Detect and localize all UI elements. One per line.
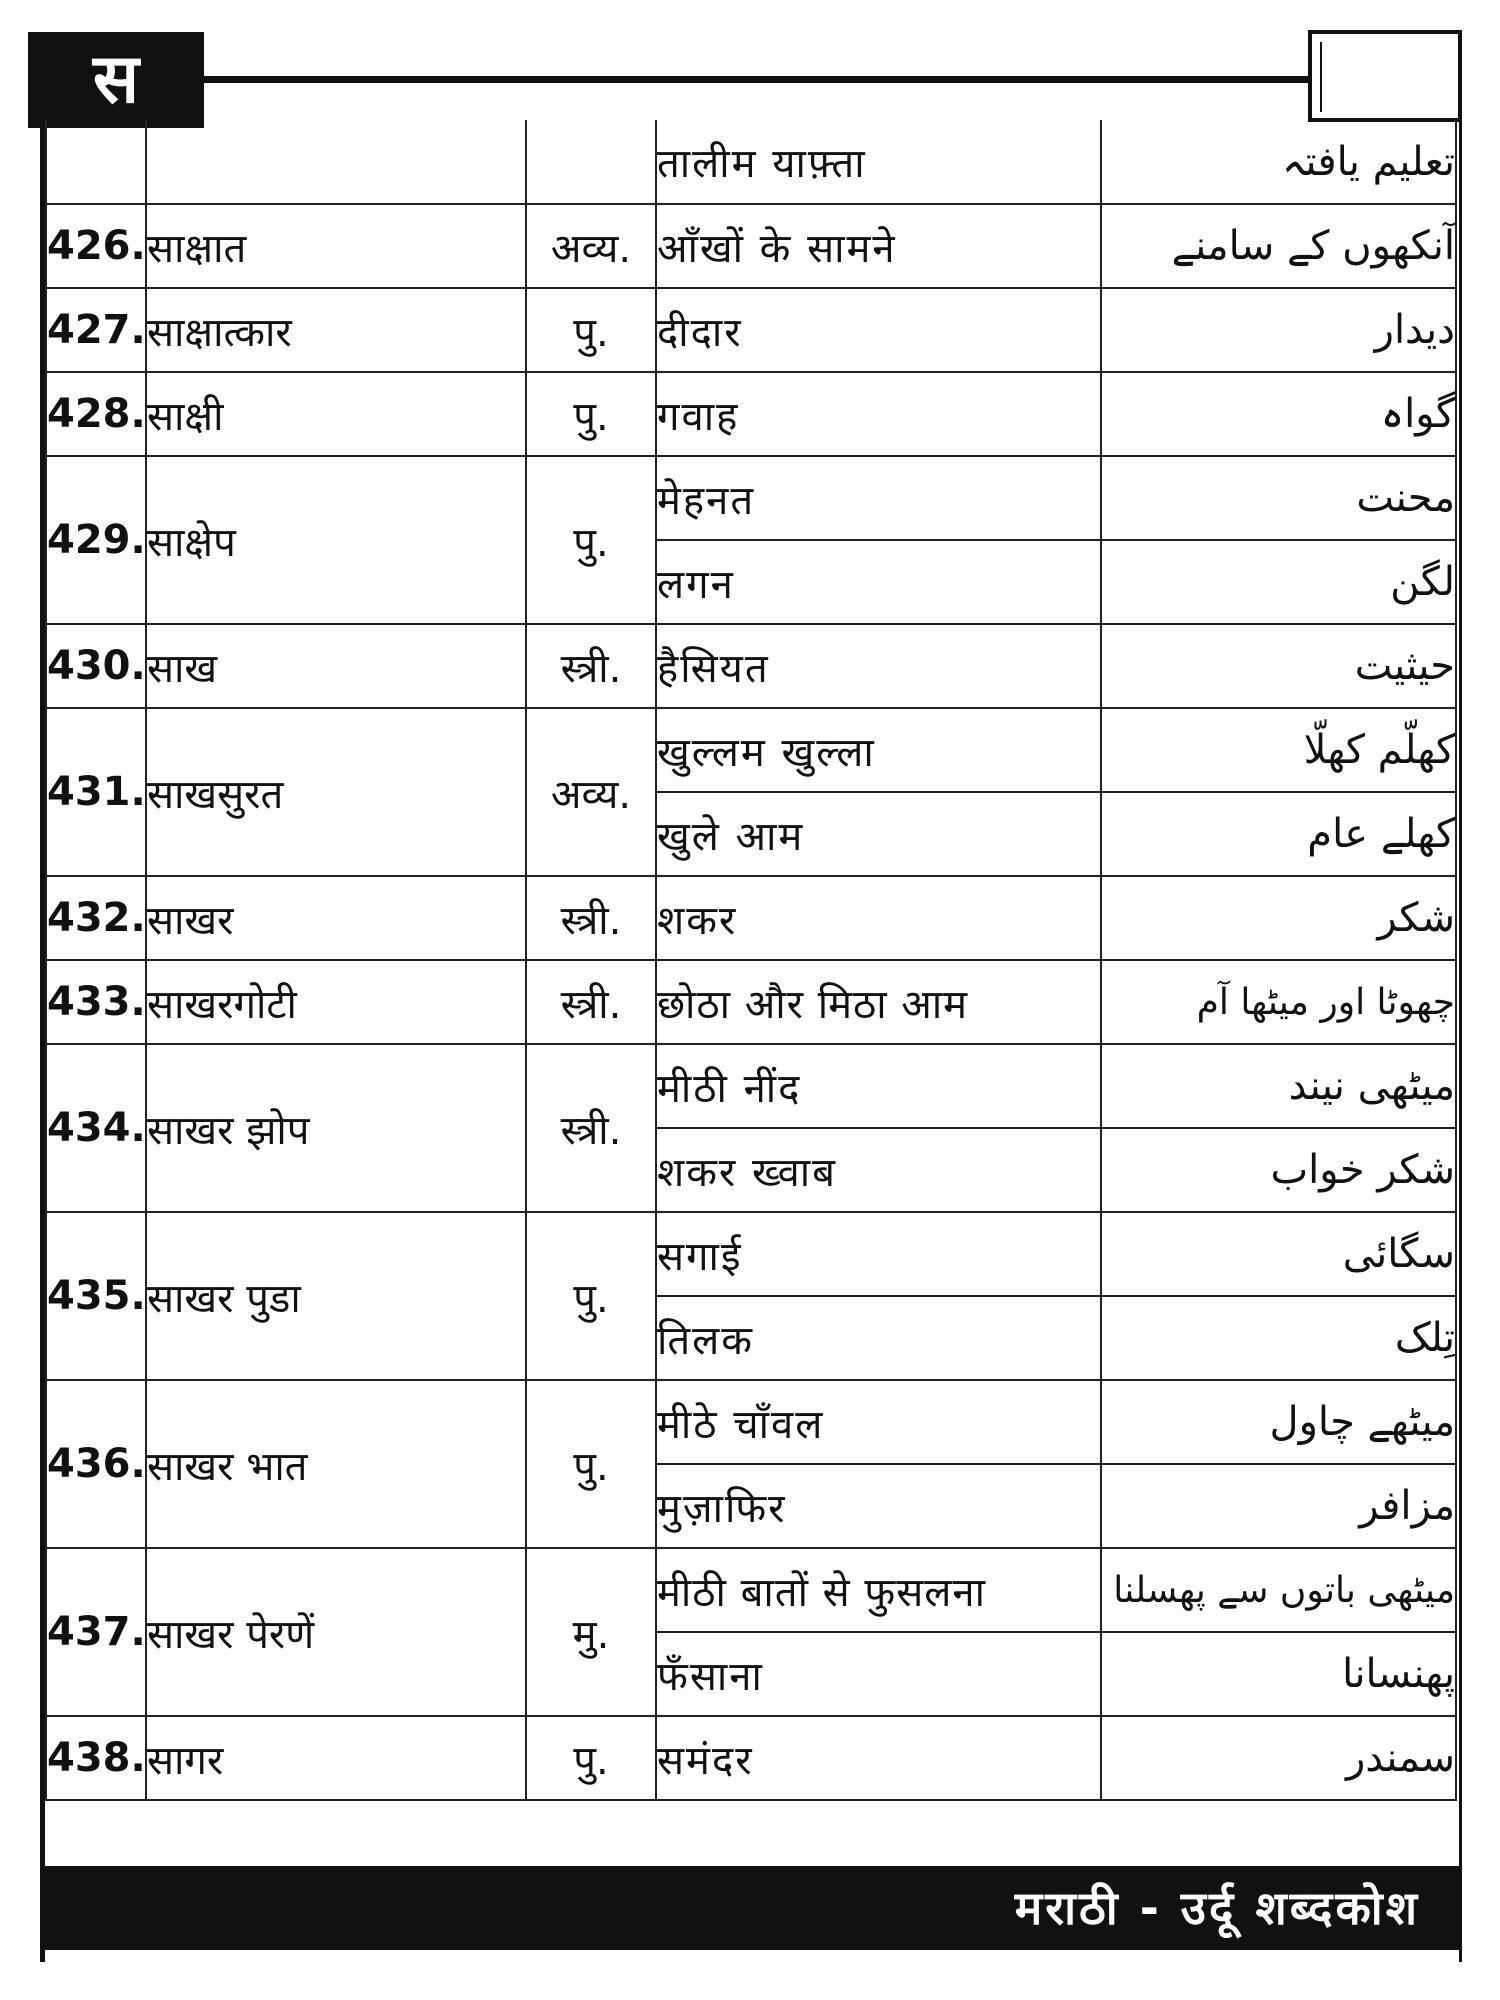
headword: सागर [146, 1716, 526, 1800]
entry-number: 430. [46, 624, 146, 708]
hindi-meaning: हैसियत [656, 624, 1101, 708]
entry-number: 431. [46, 708, 146, 876]
grammar-tag: पु. [526, 372, 656, 456]
urdu-meaning: میٹھی باتوں سے پھسلنا [1101, 1548, 1456, 1632]
urdu-meaning: پھنسانا [1101, 1632, 1456, 1716]
grammar-tag: स्त्री. [526, 960, 656, 1044]
table-row [46, 624, 1456, 708]
headword: साखरगोटी [146, 960, 526, 1044]
headword: साक्षेप [146, 456, 526, 624]
headword: साखर झोप [146, 1044, 526, 1212]
entry-number: 427. [46, 288, 146, 372]
hindi-meaning: शकर ख्वाब [656, 1128, 1101, 1212]
hindi-meaning: मीठे चाँवल [656, 1380, 1101, 1464]
hindi-meaning: तालीम याफ़्ता [656, 120, 1101, 204]
table-row [46, 1716, 1456, 1800]
hindi-meaning: खुल्लम खुल्ला [656, 708, 1101, 792]
headword: साख [146, 624, 526, 708]
urdu-meaning: مزافر [1101, 1464, 1456, 1548]
urdu-meaning: شکر خواب [1101, 1128, 1456, 1212]
headword: साखसुरत [146, 708, 526, 876]
urdu-meaning: لگن [1101, 540, 1456, 624]
urdu-meaning: سمندر [1101, 1716, 1456, 1800]
page-number-box [1308, 30, 1462, 122]
headword [146, 120, 526, 204]
headword: साखर पेरणें [146, 1548, 526, 1716]
entry-number: 429. [46, 456, 146, 624]
hindi-meaning: खुले आम [656, 792, 1101, 876]
table-row [46, 1380, 1456, 1464]
urdu-meaning: تِلک [1101, 1296, 1456, 1380]
table-row [46, 204, 1456, 288]
table-row [46, 1212, 1456, 1296]
urdu-meaning: شکر [1101, 876, 1456, 960]
urdu-meaning: میٹھے چاول [1101, 1380, 1456, 1464]
table-row [46, 456, 1456, 540]
grammar-tag: अव्य. [526, 708, 656, 876]
table-row [46, 1548, 1456, 1632]
entry-number: 428. [46, 372, 146, 456]
grammar-tag: पु. [526, 1212, 656, 1380]
entry-number: 435. [46, 1212, 146, 1380]
footer-title: मराठी - उर्दू शब्दकोश [40, 1866, 1460, 1950]
hindi-meaning: मीठी बातों से फुसलना [656, 1548, 1101, 1632]
entry-number: 434. [46, 1044, 146, 1212]
grammar-tag: स्त्री. [526, 624, 656, 708]
hindi-meaning: मीठी नींद [656, 1044, 1101, 1128]
headword: साक्षी [146, 372, 526, 456]
urdu-meaning: کھلّم کھلّا [1101, 708, 1456, 792]
table-row [46, 876, 1456, 960]
urdu-meaning: محنت [1101, 456, 1456, 540]
table-row [46, 372, 1456, 456]
entry-number [46, 120, 146, 204]
entry-number: 433. [46, 960, 146, 1044]
section-letter: स [28, 32, 204, 128]
urdu-meaning: حیثیت [1101, 624, 1456, 708]
urdu-meaning: میٹھی نیند [1101, 1044, 1456, 1128]
grammar-tag: पु. [526, 456, 656, 624]
headword: साखर पुडा [146, 1212, 526, 1380]
urdu-meaning: آنکھوں کے سامنے [1101, 204, 1456, 288]
urdu-meaning: کھلے عام [1101, 792, 1456, 876]
entry-number: 438. [46, 1716, 146, 1800]
urdu-meaning: سگائی [1101, 1212, 1456, 1296]
entry-number: 432. [46, 876, 146, 960]
hindi-meaning: सगाई [656, 1212, 1101, 1296]
entry-number: 437. [46, 1548, 146, 1716]
hindi-meaning: समंदर [656, 1716, 1101, 1800]
hindi-meaning: आँखों के सामने [656, 204, 1101, 288]
grammar-tag: पु. [526, 1380, 656, 1548]
hindi-meaning: मुज़ाफिर [656, 1464, 1101, 1548]
table-row [46, 708, 1456, 792]
entry-number: 426. [46, 204, 146, 288]
grammar-tag: स्त्री. [526, 876, 656, 960]
hindi-meaning: लगन [656, 540, 1101, 624]
hindi-meaning: छोठा और मिठा आम [656, 960, 1101, 1044]
table-row [46, 1044, 1456, 1128]
headword: साखर भात [146, 1380, 526, 1548]
hindi-meaning: दीदार [656, 288, 1101, 372]
grammar-tag: मु. [526, 1548, 656, 1716]
table-row [46, 288, 1456, 372]
hindi-meaning: फँसाना [656, 1632, 1101, 1716]
hindi-meaning: गवाह [656, 372, 1101, 456]
hindi-meaning: तिलक [656, 1296, 1101, 1380]
urdu-meaning: گواہ [1101, 372, 1456, 456]
headword: साक्षात्कार [146, 288, 526, 372]
entry-number: 436. [46, 1380, 146, 1548]
headword: साक्षात [146, 204, 526, 288]
grammar-tag [526, 120, 656, 204]
headword: साखर [146, 876, 526, 960]
grammar-tag: अव्य. [526, 204, 656, 288]
urdu-meaning: دیدار [1101, 288, 1456, 372]
header-rule [204, 76, 1308, 83]
dictionary-table [45, 120, 1457, 1801]
hindi-meaning: मेहनत [656, 456, 1101, 540]
hindi-meaning: शकर [656, 876, 1101, 960]
grammar-tag: पु. [526, 288, 656, 372]
table-row [46, 960, 1456, 1044]
grammar-tag: पु. [526, 1716, 656, 1800]
grammar-tag: स्त्री. [526, 1044, 656, 1212]
urdu-meaning: چھوٹا اور میٹھا آم [1101, 960, 1456, 1044]
table-row [46, 120, 1456, 204]
urdu-meaning: تعلیم یافتہ [1101, 120, 1456, 204]
